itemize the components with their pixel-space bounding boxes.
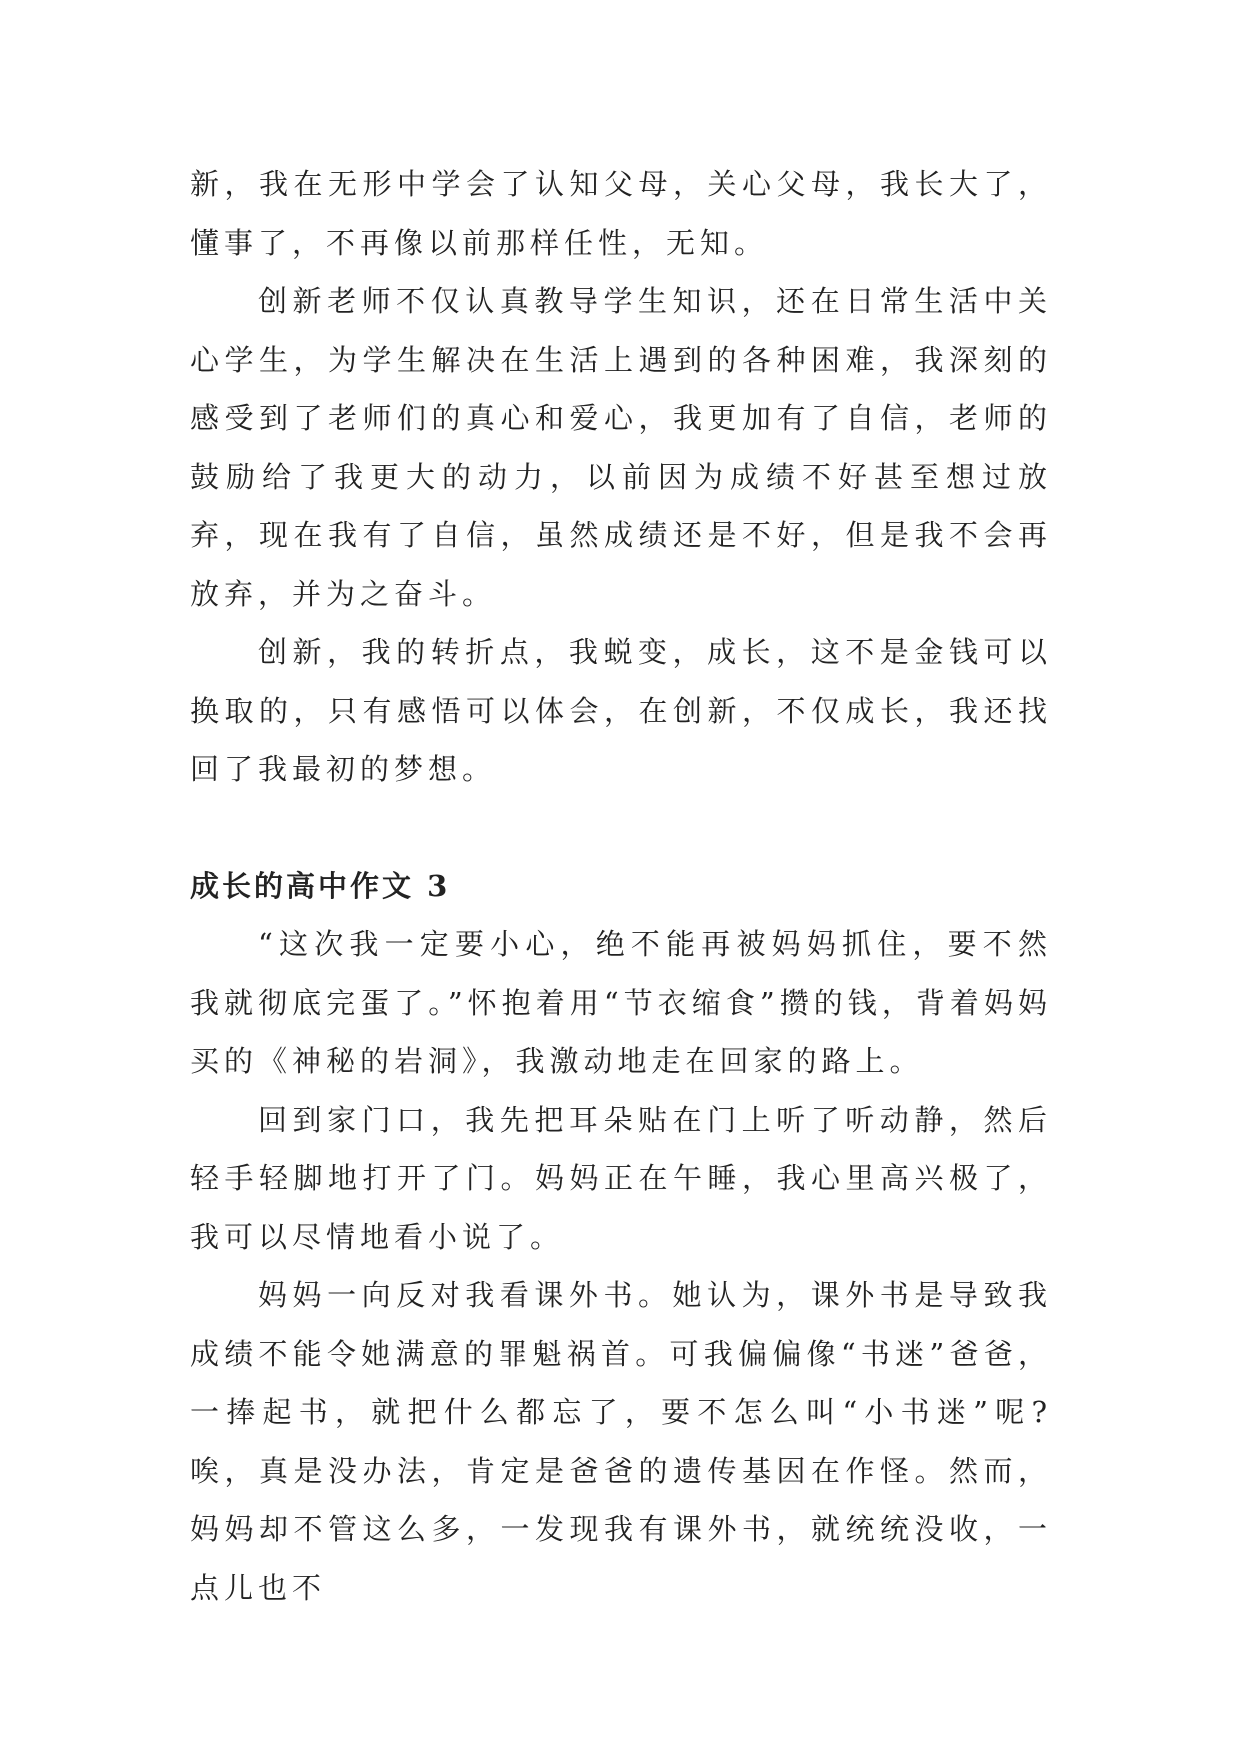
section-title: 成长的高中作文 3 (190, 868, 451, 903)
paragraph: 创新老师不仅认真教导学生知识，还在日常生活中关心学生，为学生解决在生活上遇到的各种困难，我深刻的感受到了老师们的真心和爱心，我更加有了自信，老师的鼓励给了我更大的动力，以前因为成绩不好甚至想过放弃，现在我有了自信，虽然成绩还是不好，但是我不会再放弃，并为之奋斗。 (190, 284, 1052, 611)
paragraph: 妈妈一向反对我看课外书。她认为，课外书是导致我成绩不能令她满意的罪魁祸首。可我偏偏像“书迷”爸爸，一捧起书，就把什么都忘了，要不怎么叫“小书迷”呢?唉，真是没办法，肯定是爸爸的遗传基因在作怪。然而，妈妈却不管这么多，一发现我有课外书，就统统没收，一点儿也不 (190, 1278, 1052, 1605)
paragraph: “这次我一定要小心，绝不能再被妈妈抓住，要不然我就彻底完蛋了。”怀抱着用“节衣缩食”攒的钱，背着妈妈买的《神秘的岩洞》，我激动地走在回家的路上。 (190, 927, 1052, 1078)
paragraph: 回到家门口，我先把耳朵贴在门上听了听动静，然后轻手轻脚地打开了门。妈妈正在午睡，我心里高兴极了，我可以尽情地看小说了。 (190, 1102, 1052, 1254)
document-body (190, 155, 1052, 1617)
paragraph: 创新，我的转折点，我蜕变，成长，这不是金钱可以换取的，只有感悟可以体会，在创新，不仅成长，我还找回了我最初的梦想。 (190, 635, 1052, 786)
paragraph-continued: 新，我在无形中学会了认知父母，关心父母，我长大了，懂事了，不再像以前那样任性，无知。 (190, 167, 1052, 260)
